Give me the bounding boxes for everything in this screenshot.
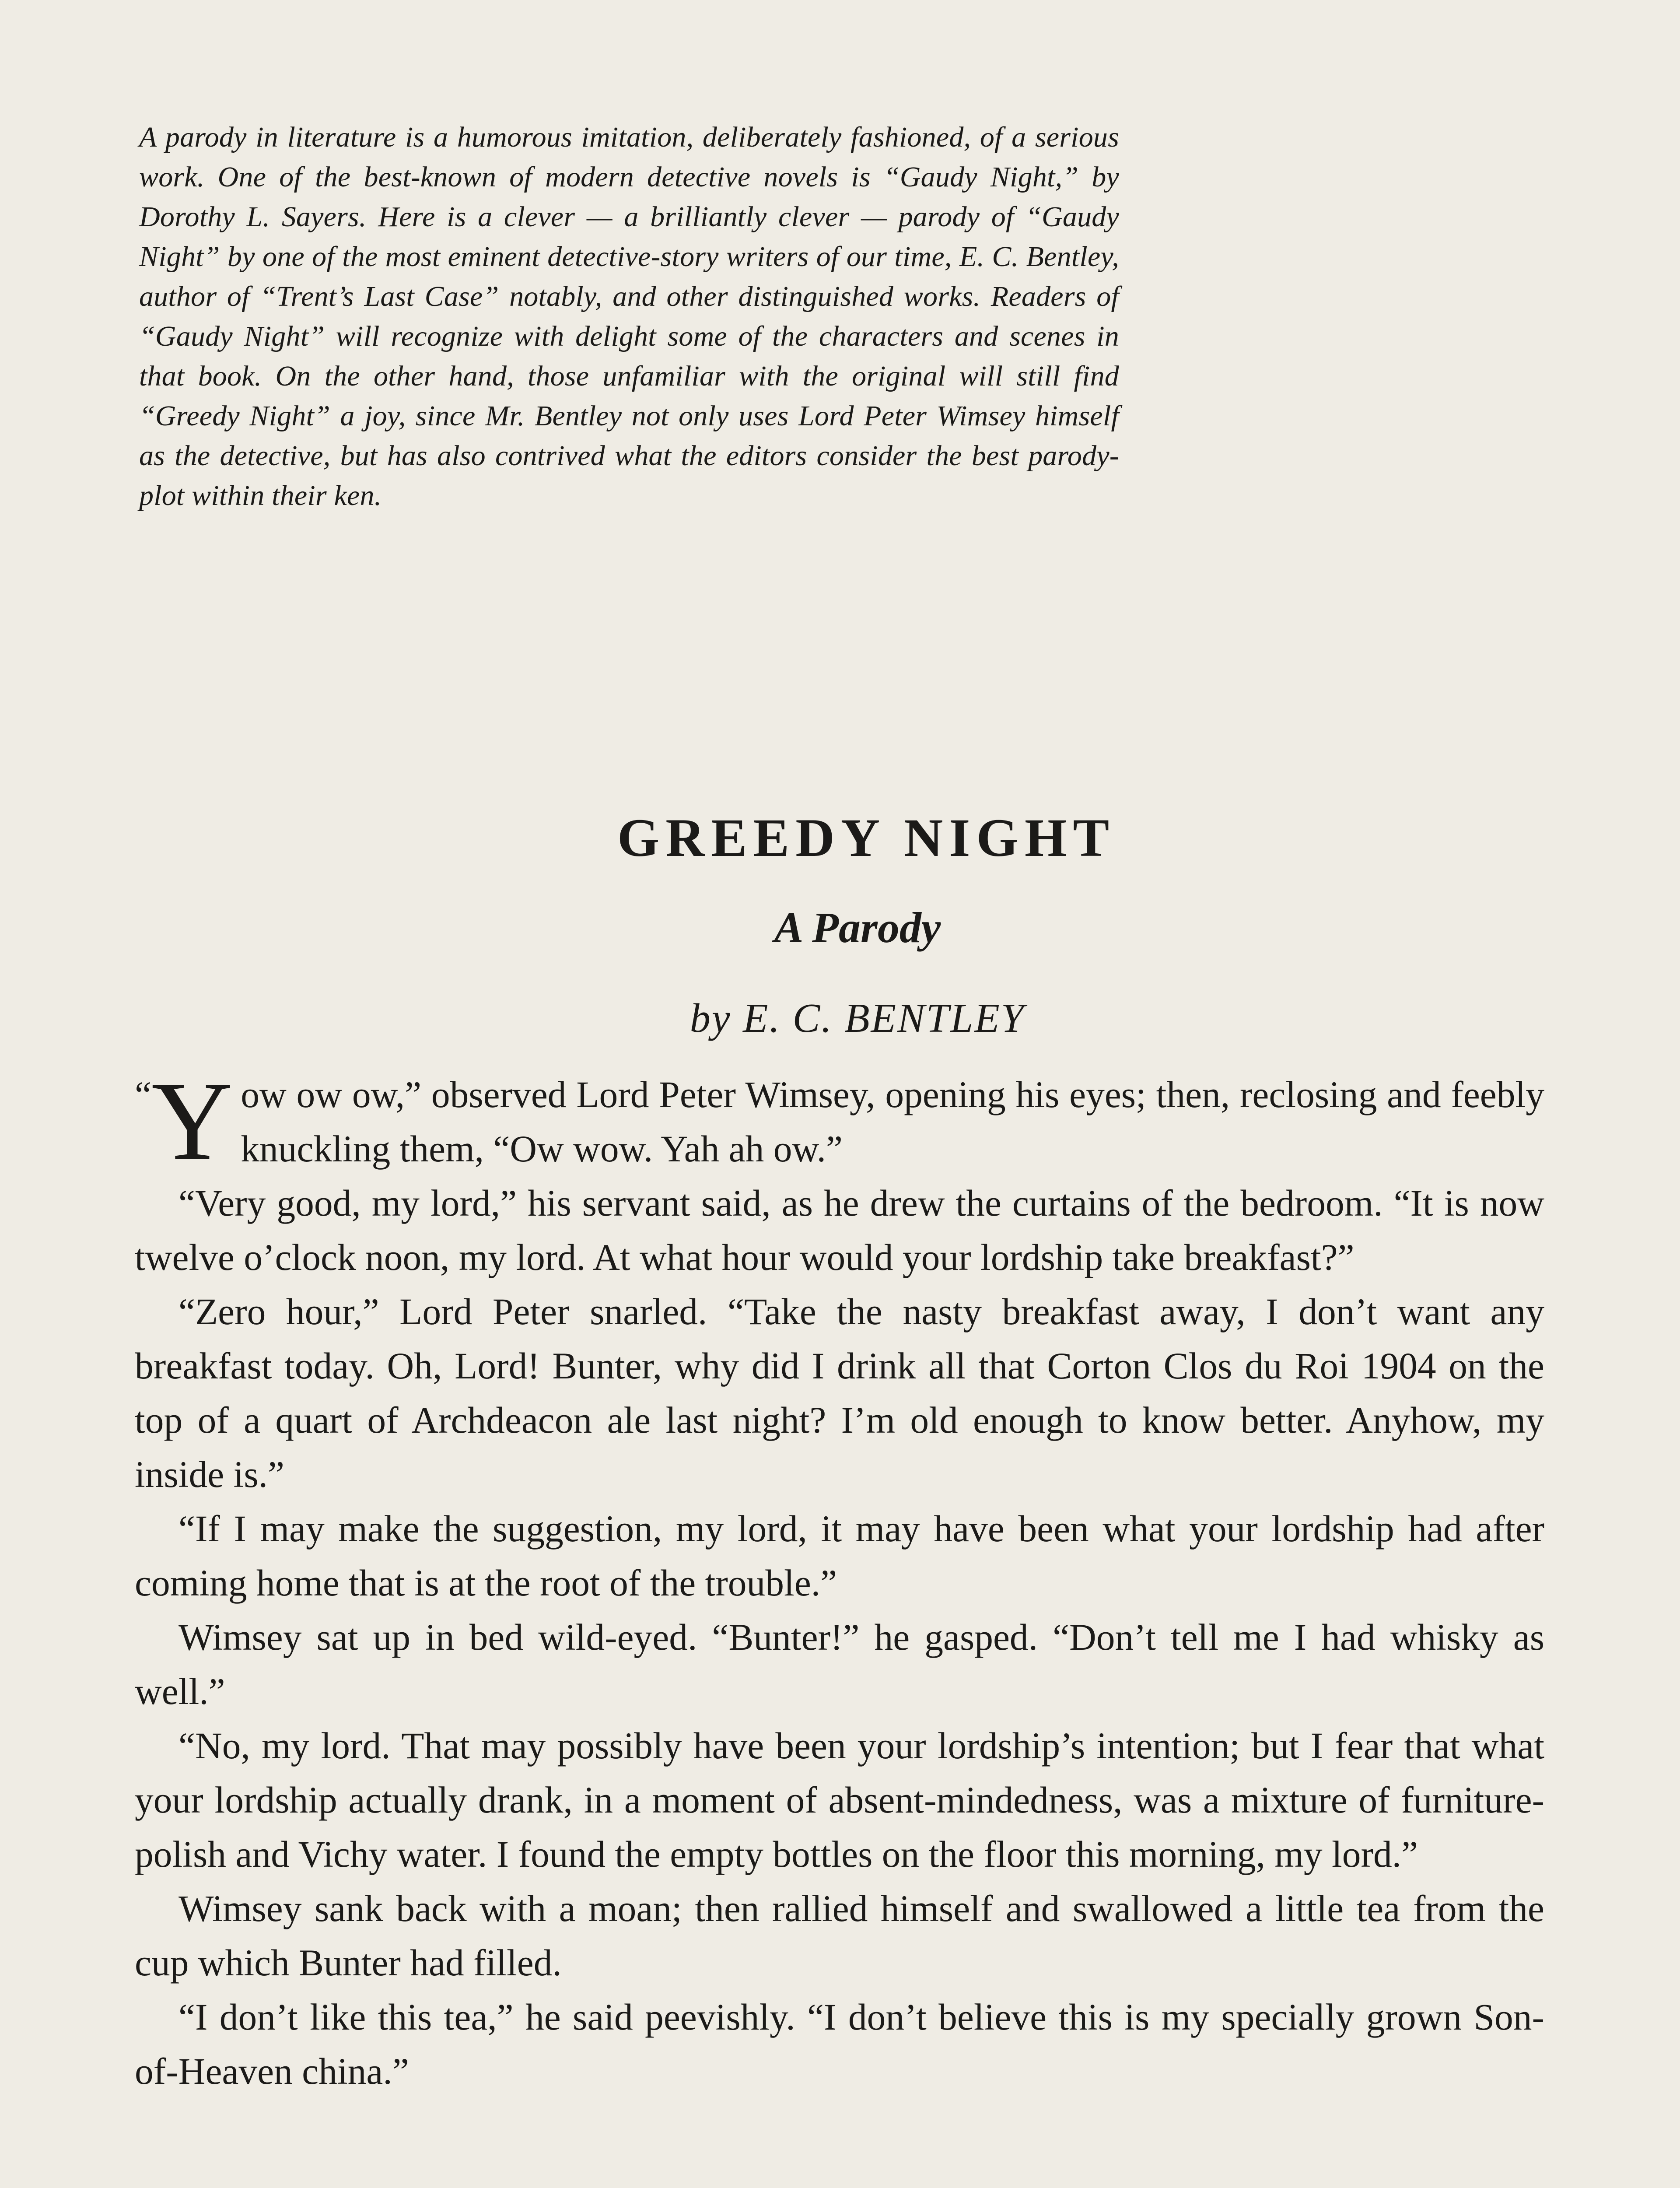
story-paragraph-3: “Zero hour,” Lord Peter snarled. “Take the nasty breakfast away, I don’t want any breakfast today. Oh, Lord! Bunter, why did I drink all that Corton Clos du Roi 1904 on the top of a quart of Archdeacon ale last night? I’m old enough to know better. Anyhow, my inside is.” <box>135 1291 1544 1495</box>
story-paragraph-7: Wimsey sank back with a moan; then rallied himself and swallowed a little tea from the cup which Bunter had filled. <box>135 1888 1544 1984</box>
story-paragraph-5: Wimsey sat up in bed wild-eyed. “Bunter!” he gasped. “Don’t tell me I had whisky as well.” <box>135 1617 1544 1712</box>
first-paragraph-text: ow ow ow,” observed Lord Peter Wimsey, opening his eyes; then, reclosing and feebly knuckling them, “Ow wow. Yah ah ow.” <box>241 1074 1544 1170</box>
dropcap-quote: “ <box>135 1074 151 1115</box>
story-title: GREEDY NIGHT <box>617 808 1116 868</box>
dropcap-letter: Y <box>151 1058 233 1183</box>
story-paragraph-8: “I don’t like this tea,” he said peevishly. “I don’t believe this is my specially grown Son-of-Heaven china.” <box>135 1997 1544 2092</box>
story-paragraph-4: “If I may make the suggestion, my lord, it may have been what your lordship had after coming home that is at the root of the trouble.” <box>135 1508 1544 1604</box>
intro-text: A parody in literature is a humorous imitation, deliberately fashioned, of a serious work. One of the best-known of modern detective novels is “Gaudy Night,” by Dorothy L. Sayers. Here is a clever — a brilliantly clever — parody of “Gaudy Night” by one of the most eminent detective-story writers of our time, E. C. Bentley, author of “Trent’s Last Case” notably, and other distinguished works. Readers of “Gaudy Night” will recognize with delight some of the characters and scenes in that book. On the other hand, those unfamiliar with the original will still find “Greedy Night” a joy, since Mr. Bentley not only uses Lord Peter Wimsey himself as the detective, but has also contrived what the editors consider the best parody-plot within their ken. <box>139 121 1119 512</box>
story-paragraph-6: “No, my lord. That may possibly have been your lordship’s intention; but I fear that what your lordship actually drank, in a moment of absent-mindedness, was a mixture of furniture-polish and Vichy water. I found the empty bottles on the floor this morning, my lord.” <box>135 1725 1544 1875</box>
intro-paragraph <box>139 117 1119 515</box>
story-body <box>135 1058 1544 2099</box>
story-paragraph-2: “Very good, my lord,” his servant said, as he drew the curtains of the bedroom. “It is now twelve o’clock noon, my lord. At what hour would your lordship take breakfast?” <box>135 1183 1544 1278</box>
story-subtitle: A Parody <box>774 903 941 952</box>
story-paragraph-1 <box>135 1058 1544 1183</box>
story-byline: by E. C. BENTLEY <box>690 996 1026 1041</box>
